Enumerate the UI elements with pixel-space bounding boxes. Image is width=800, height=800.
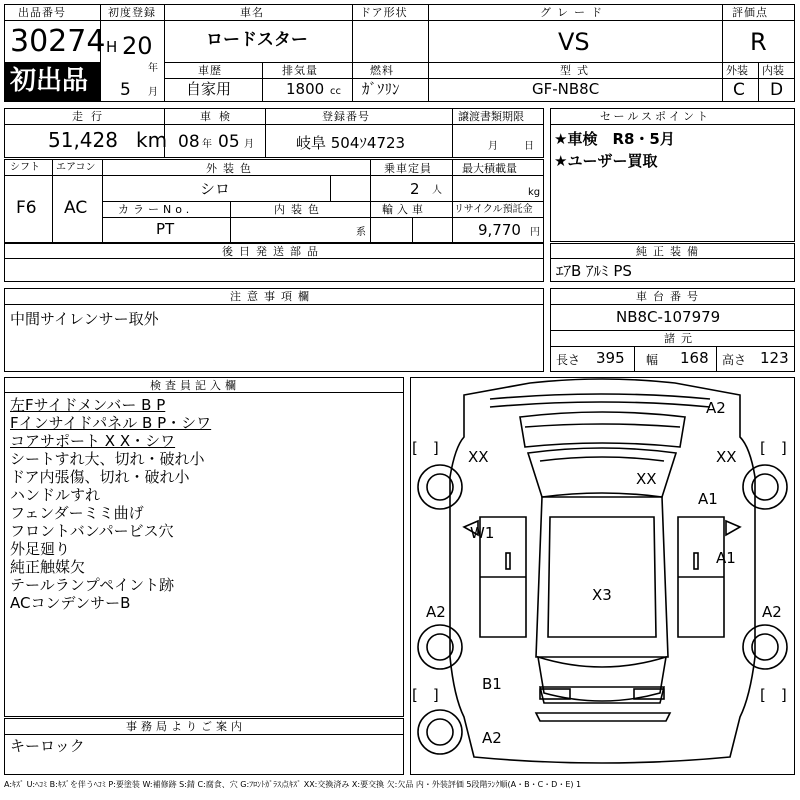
inspector-note: テールランプペイント跡 (10, 576, 175, 594)
office-label: 事務局よりご案内 (126, 720, 246, 733)
aircon-label: エアコン (56, 162, 96, 173)
exterior-color-label: 外装色 (206, 162, 257, 175)
diagram-mark: A2 (426, 603, 446, 621)
transfer-deadline-label: 譲渡書類期限 (458, 110, 524, 123)
first-registration-label: 初度登録 (108, 6, 156, 19)
sales-point-box (550, 108, 795, 242)
diagram-bracket: [ ] (412, 686, 439, 704)
inspector-note: 外足廻り (10, 540, 71, 558)
max-load-unit: kg (528, 187, 541, 198)
inspection-year-unit: 年 (202, 139, 212, 150)
dimensions-label: 諸元 (664, 332, 698, 345)
color-number-label: カラーNo. (118, 203, 194, 216)
inspector-note: シートすれ大、切れ・破れ小 (10, 450, 205, 468)
diagram-mark: W1 (470, 524, 495, 542)
exterior-color: シロ (200, 180, 231, 198)
diagram-mark: A1 (716, 549, 736, 567)
inspector-note: フェンダーミミ曲げ (10, 504, 144, 522)
capacity-label: 乗車定員 (384, 162, 432, 175)
lot-number-label: 出品番号 (18, 6, 66, 19)
exterior-grade: C (733, 80, 745, 100)
transfer-month-unit: 月 (488, 141, 498, 152)
aircon: AC (64, 198, 88, 218)
mileage-unit: km (136, 128, 168, 152)
plate-number: 岐阜 504ｿ4723 (296, 134, 406, 152)
diagram-bracket: [ ] (412, 439, 439, 457)
color-number: PT (156, 220, 175, 238)
diagram-mark: B1 (482, 675, 502, 693)
mileage-label: 走行 (72, 110, 110, 123)
inspector-notes (10, 396, 400, 612)
diagram-mark: XX (716, 448, 737, 466)
model: GF-NB8C (532, 80, 600, 98)
fuel-label: 燃料 (370, 64, 394, 77)
diagram-mark: X3 (592, 586, 612, 604)
equipment: ｴｱB ｱﾙﾐ PS (556, 262, 632, 280)
interior-grade-label: 内装 (762, 64, 784, 77)
width-label: 幅 (646, 353, 659, 367)
import-label: 輸入車 (382, 203, 427, 216)
overall-score: R (750, 28, 767, 56)
diagram-mark: XX (468, 448, 489, 466)
car-name-label: 車名 (240, 6, 264, 19)
shift: F6 (16, 198, 37, 218)
inspector-label: 検査員記入欄 (150, 379, 240, 392)
inspection-label: 車検 (200, 110, 238, 123)
diagram-mark: A2 (706, 399, 726, 417)
car-diagram (410, 377, 795, 775)
length: 395 (596, 349, 625, 367)
caution: 中間サイレンサー取外 (10, 310, 159, 328)
first-listing-label: 初出品 (10, 66, 89, 96)
diagram-mark: A1 (698, 490, 718, 508)
office-note: キーロック (10, 737, 85, 755)
chassis-label: 車台番号 (636, 290, 704, 303)
exterior-grade-label: 外装 (726, 64, 748, 77)
caution-label: 注意事項欄 (230, 290, 315, 303)
grade-label: グレード (540, 6, 608, 19)
equipment-label: 純正装備 (636, 245, 704, 258)
capacity: 2 (410, 180, 420, 198)
score-label: 評価点 (732, 6, 768, 19)
history-label: 車歴 (198, 64, 222, 77)
lot-number: 30274 (10, 24, 106, 59)
diagram-mark: A2 (482, 729, 502, 747)
legend: A:ｷｽﾞ U:ﾍｺﾐ B:ｷｽﾞを伴うﾍｺﾐ P:要塗装 W:補修跡 S:錆 C:腐食、穴 G:ﾌﾛﾝﾄｶﾞﾗｽ点ｷｽﾞ XX:交換済み X:要交換 欠:欠品 内・外装評価 5段階ﾗﾝｸ順(A・B・C・D・E) 1 (4, 780, 582, 789)
width: 168 (680, 349, 709, 367)
history: 自家用 (186, 80, 232, 98)
inspection-year: 08 (178, 132, 200, 152)
inspector-note: 左Fサイドメンバー B P (10, 396, 166, 414)
interior-color-unit: 系 (356, 227, 366, 238)
registration-year: 20 (122, 32, 153, 60)
capacity-unit: 人 (432, 185, 442, 196)
interior-grade: D (770, 80, 784, 100)
door-shape-label: ドア形状 (360, 6, 408, 19)
car-name: ロードスター (206, 30, 308, 50)
inspection-month: 05 (218, 132, 240, 152)
inspector-note: コアサポート X X・シワ (10, 432, 176, 450)
recycle-label: リサイクル預託金 (454, 204, 533, 215)
era-letter: H (106, 38, 118, 56)
mileage: 51,428 (48, 128, 118, 152)
fuel: ｶﾞｿﾘﾝ (362, 80, 400, 98)
chassis-number: NB8C-107979 (616, 308, 721, 326)
displacement-label: 排気量 (282, 64, 318, 77)
inspector-note: フロントバンパービス穴 (10, 522, 174, 540)
diagram-mark: A2 (762, 603, 782, 621)
later-parts-label: 後日発送部品 (222, 245, 324, 258)
diagram-mark: XX (636, 470, 657, 488)
height: 123 (760, 349, 789, 367)
max-load-label: 最大積載量 (462, 162, 517, 175)
transfer-day-unit: 日 (524, 141, 534, 152)
year-unit: 年 (148, 63, 158, 74)
month-unit: 月 (148, 87, 158, 98)
shift-label: シフト (10, 162, 40, 173)
inspector-note: ドア内張傷、切れ・破れ小 (10, 468, 190, 486)
inspector-note: 純正触媒欠 (10, 558, 86, 576)
recycle-unit: 円 (530, 227, 540, 238)
displacement-unit: cc (330, 86, 341, 97)
diagram-bracket: [ ] (760, 439, 787, 457)
diagram-bracket: [ ] (760, 686, 787, 704)
height-label: 高さ (722, 353, 747, 367)
plate-label: 登録番号 (322, 110, 370, 123)
grade: VS (558, 28, 590, 56)
sales-point-label: セールスポイント (600, 110, 712, 123)
registration-month: 5 (120, 80, 131, 100)
inspection-month-unit: 月 (244, 139, 254, 150)
length-label: 長さ (556, 353, 581, 367)
displacement: 1800 (286, 80, 325, 98)
interior-color-label: 内装色 (274, 203, 325, 216)
sales-point-line-2: ★ユーザー買取 (554, 152, 658, 170)
recycle-deposit: 9,770 (478, 221, 521, 239)
sales-point-line-1: ★車検 R8・5月 (554, 130, 675, 148)
inspector-note: ハンドルすれ (10, 486, 101, 504)
inspector-note: ACコンデンサーB (10, 594, 131, 612)
model-label: 型式 (560, 64, 594, 77)
inspector-note: Fインサイドパネル B P・シワ (10, 414, 212, 432)
